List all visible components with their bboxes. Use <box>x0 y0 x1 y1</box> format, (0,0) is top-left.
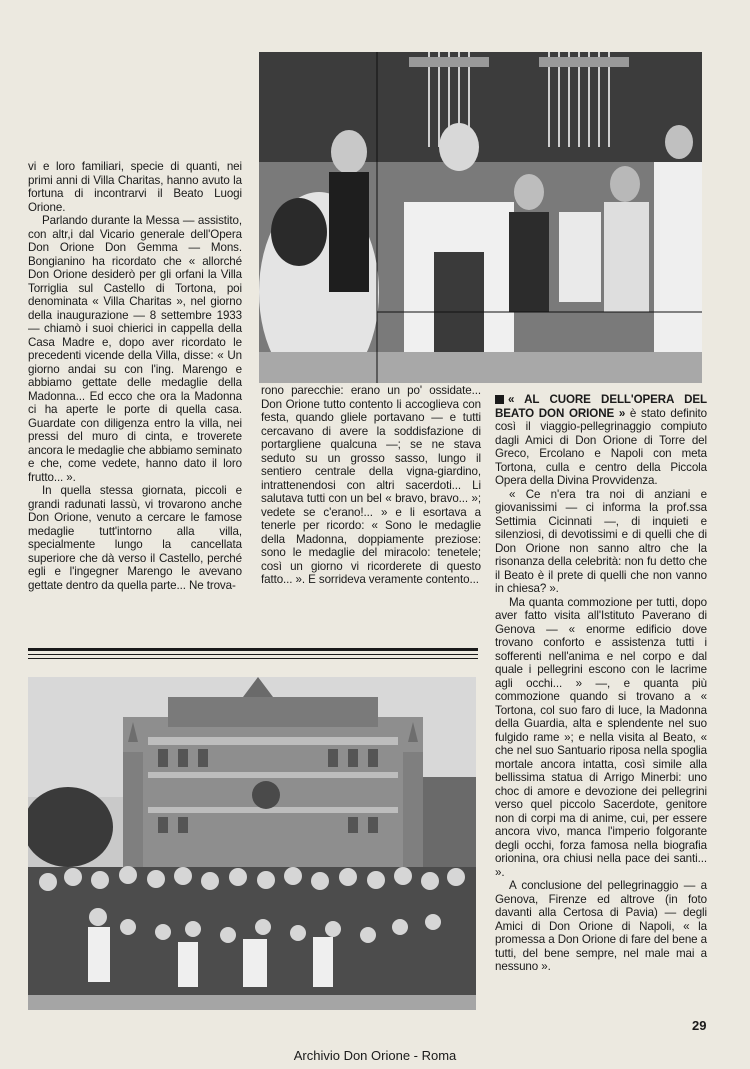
article-column-1 <box>28 160 242 592</box>
column3-paragraph: Ma quanta commozione per tutti, dopo aver fatto visita all'Istituto Paverano di Genova — « enorme edificio dove trovano conforto e assistenza tutti i sofferenti nell'anima e nel corpo e dal quale i pellegrini escono con le lacrime agli occhi... » —, e quanta più commozione quando si trovano a « Tortona, col suo faro di luce, la Madonna della Guardia, alta e splendente nel suo fulgido rame »; e nella visita al Beato, « che nel suo Santuario riposa nella spoglia mortale ancora intatta, così simile alla bellissima statua di Arrigo Minerbi: uno choc di amore e devozione dei pellegrini verso quel piccolo Sacerdote, genitore non di corpi ma di anime, cui, per essere ancora vivo, manca l'imperio folgorante degli occhi, forza famosa nella biografia orionina, ora chiusi nella pace dei santi... ». <box>495 595 707 879</box>
section-divider <box>28 658 478 659</box>
archive-caption: Archivio Don Orione - Roma <box>293 1048 457 1063</box>
column1-paragraph: In quella stessa giornata, piccoli e grandi radunati lassù, vi trovarono anche Don Orione, venuto a cercare le famose medaglie tutt'intorno alla villa, specialmente lungo la cancellata superiore che dà verso il Castello, perché egli e l'ingegner Marengo le avevano gettate dentro da quella parte... Ne trova- <box>28 484 242 592</box>
bullet-square-icon <box>495 395 504 404</box>
procession-photo <box>259 52 702 383</box>
section-divider <box>28 654 478 655</box>
article-lead-text: è stato definito così il viaggio-pellegrinaggio compiuto dagli Amici di Don Orione di Torre del Greco, Ercolano e Napoli con meta Tortona, culla e centro della Piccola Opera della Divina Provvidenza. <box>495 406 707 487</box>
certosa-group-photo <box>28 677 476 1010</box>
column1-paragraph: Parlando durante la Messa — assistito, con altr,i dal Vicario generale dell'Opera Don Orione Don Gemma — Mons. Bongianino ha ricordato che « allorché Don Orione desiderò per gli orfani la Villa Torriglia sul Castello di Tortona, poi denominata « Villa Charitas », nel giorno della inaugurazione — 8 settembre 1933 — chiamò i suoi chierici in cappella della Casa Madre e, dopo aver ricordato le precedenti vicende della Villa, disse: « Un giorno andai su con l'ing. Marengo e abbiamo gettate delle medaglie della Madonna... Ed ecco che ora la Madonna ci ha aperte le porte di quella casa. Guardate con diligenza entro la villa, nei pressi del muro di cinta, e troverete ancora le medaglie che abbiamo seminato e che, come vedete, hanno dato il loro frutto... ». <box>28 214 242 484</box>
column2-paragraph: rono parecchie: erano un po' ossidate... Don Orione tutto contento li accoglieva con festa, quando gliele portavano — e tutti cercavano di avere la soddisfazione di portargliene qualcuna —; se ne stava seduto su un grosso sasso, lungo il sentiero centrale della vigna-giardino, intrattenendosi con altri sacerdoti... Li salutava tutti con un bel « bravo, bravo... »; vedete se c'erano!... » e li esortava a tenerle per ricordo: « Sono le medaglie della Madonna, doppiamente preziose: sono le medaglie del miracolo: tenetele; così un giorno vi ricorderete di questo fatto... ». E sorrideva veramente contento... <box>261 384 481 586</box>
article-column-3 <box>495 393 707 974</box>
article-lead <box>495 393 707 488</box>
page-number: 29 <box>692 1018 707 1033</box>
article-heading: « AL CUORE DELL'OPERA DEL BEATO DON ORIONE » <box>495 393 707 420</box>
article-column-2 <box>261 384 481 587</box>
section-divider <box>28 648 478 651</box>
column3-paragraph: « Ce n'era tra noi di anziani e giovanissimi — ci informa la prof.ssa Settimia Cicinnati —, di inquieti e silenziosi, di devotissimi e di quelli che di Don Orione non sanno altro che la risonanza della celebrità: non fu detto che il Beato è il prete di quelli che non vanno in chiesa? ». <box>495 487 707 595</box>
column3-paragraph: A conclusione del pellegrinaggio — a Genova, Firenze ed altrove (in foto davanti alla Certosa di Pavia) — degli Amici di Don Orione di Napoli, « la promessa a Don Orione di fare del bene a tutti, del bene sempre, nel male mai a nessuno ». <box>495 879 707 973</box>
column1-paragraph: vi e loro familiari, specie di quanti, nei primi anni di Villa Charitas, hanno avuto la fortuna di incontrarvi il Beato Luogi Orione. <box>28 160 242 214</box>
